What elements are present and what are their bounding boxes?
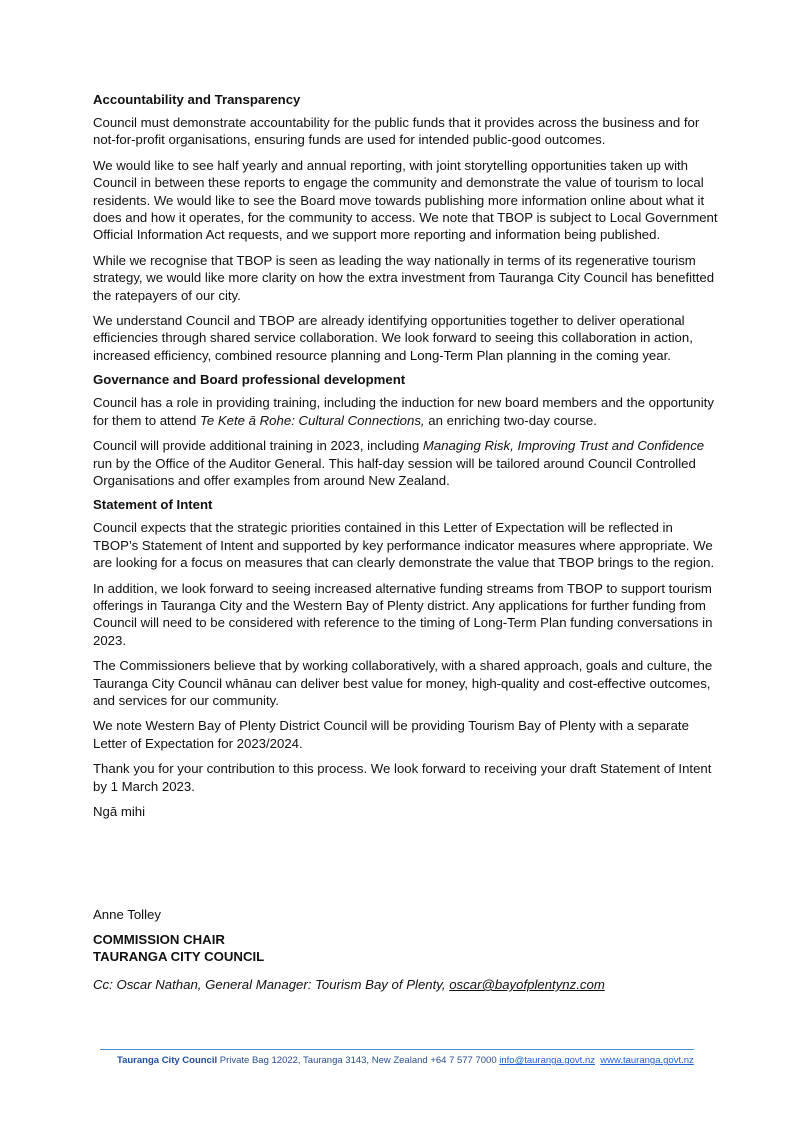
cc-line: [93, 977, 605, 992]
paragraph: Council expects that the strategic priorities contained in this Letter of Expectation will be reflected in TBOP’s Statement of Intent and supported by key performance indicator measures where appropriate. We are looking for a focus on measures that can clearly demonstrate the value that TBOP brings to the region.: [93, 520, 715, 571]
footer-email-link[interactable]: info@tauranga.govt.nz: [499, 1055, 595, 1066]
paragraph: In addition, we look forward to seeing increased alternative funding streams from TBOP to support tourism offerings in Tauranga City and the Western Bay of Plenty district. Any applications for further funding from Council will need to be considered with reference to the timing of Long-Term Plan funding conversations in 2023.: [93, 580, 713, 648]
cc-email-link[interactable]: oscar@bayofplentynz.com: [449, 977, 605, 992]
paragraph: While we recognise that TBOP is seen as leading the way nationally in terms of its regenerative tourism strategy, we would like more clarity on how the extra investment from Tauranga City Council has benefitted the ratepayers of our city.: [93, 252, 715, 303]
section-statement-of-intent: [93, 497, 718, 820]
paragraph: Council must demonstrate accountability for the public funds that it provides across the business and for not-for-profit organisations, ensuring funds are used for intended public-good outcomes.: [93, 115, 700, 148]
section-heading: Accountability and Transparency: [93, 92, 301, 107]
text-run: an enriching two-day course.: [424, 412, 597, 428]
paragraph: We note Western Bay of Plenty District Council will be providing Tourism Bay of Plenty with a separate Letter of Expectation for 2023/2024.: [93, 718, 689, 751]
paragraph: We understand Council and TBOP are already identifying opportunities together to deliver operational efficiencies through shared service collaboration. We look forward to seeing this collaboration in action, increased efficiency, combined resource planning and Long-Term Plan planning in the coming year.: [93, 313, 693, 363]
section-heading: Statement of Intent: [93, 497, 213, 513]
paragraph: [93, 437, 718, 489]
course-title: Te Kete ā Rohe: Cultural Connections,: [200, 412, 425, 428]
signatory-organisation: TAURANGA CITY COUNCIL: [93, 949, 265, 964]
cc-text: Cc: Oscar Nathan, General Manager: Tourism Bay of Plenty,: [93, 977, 450, 992]
text-run: run by the Office of the Auditor General. This half-day session will be tailored around Council Controlled Organisations and offer examples from around New Zealand.: [93, 455, 696, 488]
footer: [117, 1055, 694, 1066]
footer-org: Tauranga City Council: [117, 1055, 218, 1066]
footer-address: Private Bag 12022, Tauranga 3143, New Zealand +64 7 577 7000: [217, 1055, 500, 1066]
closing-salutation: Ngā mihi: [93, 804, 146, 819]
section-accountability: [93, 92, 718, 364]
paragraph: The Commissioners believe that by working collaboratively, with a shared approach, goals and culture, the Tauranga City Council whānau can deliver best value for money, high-quality and cost-effective outcomes, and services for our community.: [93, 658, 713, 708]
footer-website-link[interactable]: www.tauranga.govt.nz: [600, 1055, 694, 1066]
paragraph: Thank you for your contribution to this process. We look forward to receiving your draft Statement of Intent by 1 March 2023.: [93, 761, 712, 794]
section-heading: Governance and Board professional development: [93, 372, 406, 388]
signature-block: [93, 906, 264, 965]
footer-divider: [100, 1049, 694, 1050]
paragraph: We would like to see half yearly and annual reporting, with joint storytelling opportunities taken up with Council in between these reports to engage the community and demonstrate the value of tourism to local residents. We would like to see the Board move towards publishing more information online about what it does and how it operates, for the community to access. We note that TBOP is subject to Local Government Official Information Act requests, and we support more reporting and information being published.: [93, 157, 718, 243]
text-run: Council will provide additional training in 2023, including: [93, 438, 423, 454]
section-governance: [93, 372, 718, 489]
signatory-title: COMMISSION CHAIR: [93, 932, 225, 947]
letter-body: [93, 92, 718, 828]
text-run: Council has a role in providing training, including the induction for new board members and the opportunity for them to attend: [93, 395, 714, 428]
course-title: Managing Risk, Improving Trust and Confidence: [422, 438, 705, 454]
paragraph: [93, 394, 718, 429]
signatory-name: Anne Tolley: [93, 907, 161, 922]
